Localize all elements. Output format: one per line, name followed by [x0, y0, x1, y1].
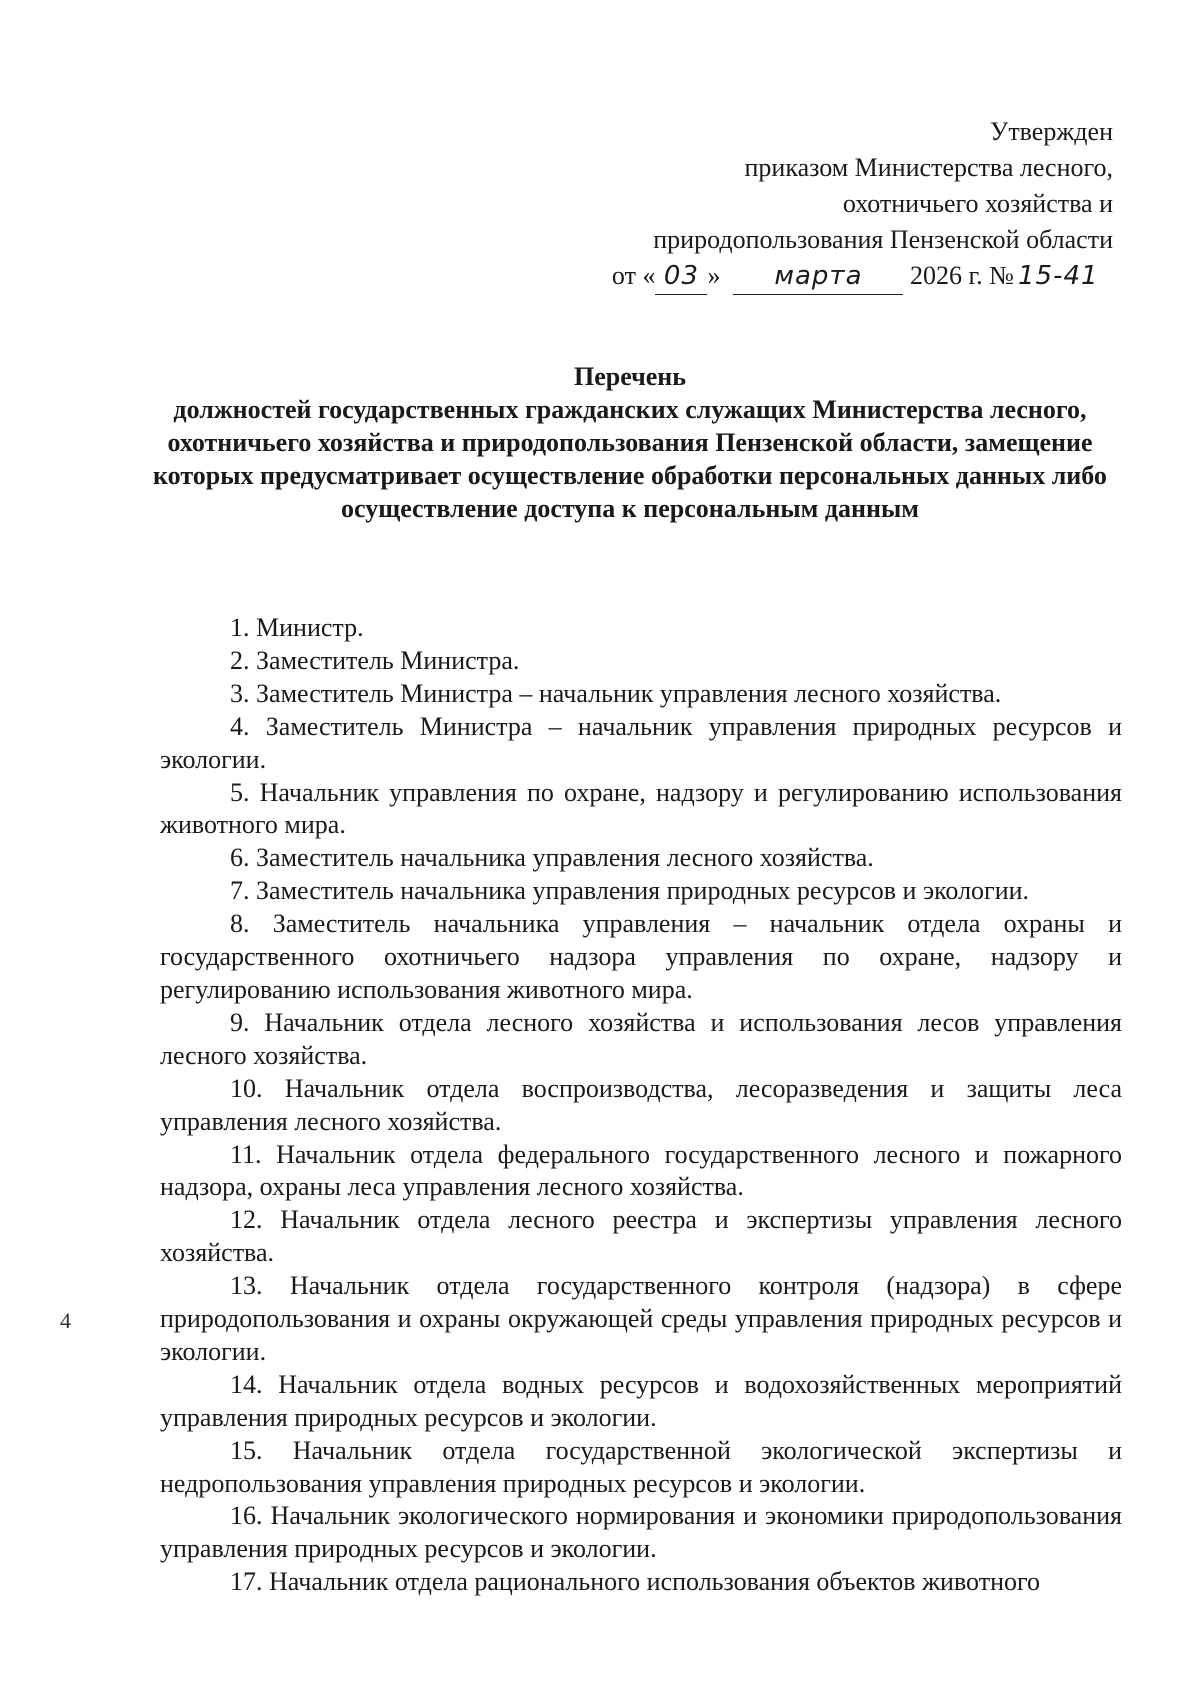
handwritten-day: 03 [655, 258, 707, 295]
title-subtitle: должностей государственных гражданских служащих Министерства лесного, охотничьего хозяйства и природопользования Пензенской области, замещение которых предусматривает осуществление обработки персональных данных либо осуществление доступа к персональным данным [153, 395, 1107, 523]
list-item: 13. Начальник отдела государственного контроля (надзора) в сфере природопользования и охраны окружающей среды управления природных ресурсов и экологии. [160, 1271, 1122, 1366]
margin-mark: 4 [60, 1308, 71, 1333]
date-year: 2026 г. № [909, 261, 1014, 290]
list-item: 8. Заместитель начальника управления – начальник отдела охраны и государственного охотничьего надзора управления по охране, надзору и регулированию использования животного мира. [160, 909, 1122, 1004]
date-prefix: от « [611, 261, 656, 290]
approval-line-4: природопользования Пензенской области [653, 225, 1113, 254]
list-item: 10. Начальник отдела воспроизводства, лесоразведения и защиты леса управления лесного хозяйства. [160, 1073, 1122, 1136]
date-close: » [707, 261, 721, 290]
approval-line-1: Утвержден [989, 117, 1113, 146]
list-item: 5. Начальник управления по охране, надзору и регулированию использования животного мира. [160, 777, 1122, 840]
title-heading: Перечень [573, 362, 687, 391]
list-item: 17. Начальник отдела рационального использования объектов животного [230, 1567, 1040, 1597]
list-item: 2. Заместитель Министра. [230, 645, 520, 675]
list-item: 11. Начальник отдела федерального государственного лесного и пожарного надзора, охраны леса управления лесного хозяйства. [160, 1139, 1122, 1202]
approval-line-2: приказом Министерства лесного, [744, 153, 1113, 182]
list-item: 6. Заместитель начальника управления лесного хозяйства. [230, 843, 874, 873]
list-item: 15. Начальник отдела государственной экологической экспертизы и недропользования управления природных ресурсов и экологии. [160, 1435, 1122, 1498]
list-item: 9. Начальник отдела лесного хозяйства и использования лесов управления лесного хозяйства. [160, 1007, 1122, 1070]
handwritten-month: марта [733, 258, 903, 295]
document-title [150, 360, 1110, 525]
list-item: 12. Начальник отдела лесного реестра и экспертизы управления лесного хозяйства. [160, 1205, 1122, 1268]
approval-date-line [612, 258, 1113, 295]
approval-stamp-block [612, 114, 1113, 295]
handwritten-doc-number: 15-41 [1018, 261, 1099, 291]
list-item: 7. Заместитель начальника управления природных ресурсов и экологии. [230, 876, 1030, 906]
list-item: 16. Начальник экологического нормирования и экономики природопользования управления природных ресурсов и экологии. [160, 1501, 1122, 1564]
list-item: 3. Заместитель Министра – начальник управления лесного хозяйства. [230, 678, 1002, 708]
positions-list [160, 612, 1122, 1599]
list-item: 1. Министр. [230, 613, 364, 642]
approval-line-3: охотничьего хозяйства и [842, 189, 1113, 218]
list-item: 4. Заместитель Министра – начальник управления природных ресурсов и экологии. [160, 711, 1122, 774]
list-item: 14. Начальник отдела водных ресурсов и водохозяйственных мероприятий управления природных ресурсов и экологии. [160, 1369, 1122, 1432]
